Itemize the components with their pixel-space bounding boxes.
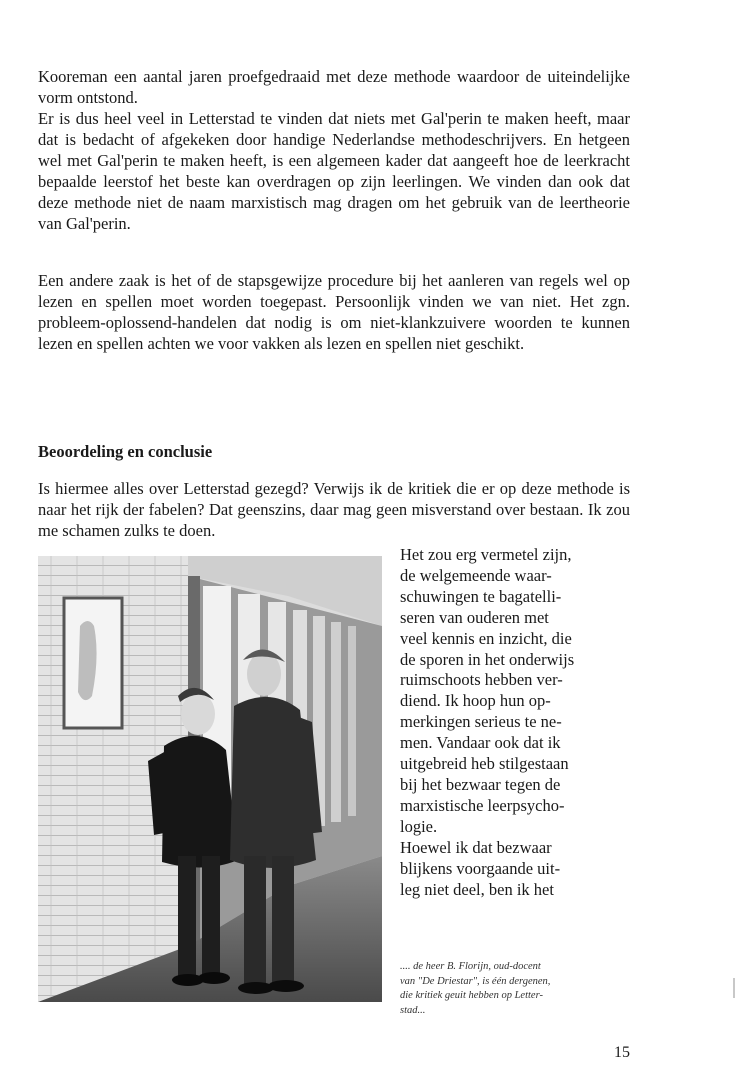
corridor-photo-illustration	[38, 556, 382, 1002]
paragraph-galperin: Er is dus heel veel in Letterstad te vinden dat niets met Gal'perin te maken heeft, maar dat is bedacht of afgekeken door handige Nederlandse methodeschrijvers. En hetgeen wel met Gal'perin te maken heeft, is een algemeen kader dat aangeeft hoe de leerkracht bepaalde leerstof het beste kan overdragen op zijn leerlingen. We vinden dan ook dat deze methode niet de naam marxistisch mag dragen om het gebruik van de leertheorie van Gal'perin.	[38, 109, 630, 233]
text-line: uitgebreid heb stilgestaan	[400, 754, 569, 774]
paragraph-intro: Kooreman een aantal jaren proefgedraaid met deze methode waardoor de uiteindelijke vorm ontstond.	[38, 67, 630, 107]
section-heading: Beoordeling en conclusie	[38, 442, 213, 461]
text-line: bij het bezwaar tegen de	[400, 774, 561, 794]
text-line: men. Vandaar ook dat ik	[400, 733, 561, 753]
text-line: marxistische leerpsycho-	[400, 795, 565, 815]
text-line: seren van ouderen met	[400, 607, 549, 627]
caption-line: stad...	[400, 1004, 426, 1016]
paragraph-conclusie: Is hiermee alles over Letterstad gezegd? Verwijs ik de kritiek die er op deze methode is naar het rijk der fabelen? Dat geenszins, daar mag geen misverstand over bestaan. Ik zou me schamen zulks te doen.	[38, 479, 630, 540]
text-line: ruimschoots hebben ver-	[400, 670, 563, 690]
page-number: 15	[614, 1044, 630, 1061]
caption-line: .... de heer B. Florijn, oud-docent	[400, 961, 541, 972]
text-line: blijkens voorgaande uit-	[400, 858, 561, 878]
caption-line: die kritiek geuit hebben op Letter-	[400, 990, 543, 1001]
paragraph-stapsgewijze: Een andere zaak is het of de stapsgewijze procedure bij het aanleren van regels wel op lezen en spellen moet worden toegepast. Persoonlijk vinden we van niet. Het zgn. probleem-oplossend-handelen dat nodig is om niet-klankzuivere woorden te kunnen lezen en spellen achten we voor vakken als lezen en spellen niet geschikt.	[38, 271, 630, 353]
wrapped-text-column	[400, 545, 630, 900]
text-line: Het zou erg vermetel zijn,	[400, 545, 572, 564]
photo-two-men-corridor	[38, 556, 382, 1002]
text-line: leg niet deel, ben ik het	[400, 879, 554, 899]
photo-caption	[400, 960, 630, 1018]
text-line: veel kennis en inzicht, die	[400, 628, 572, 648]
caption-line: van "De Driestar", is één dergenen,	[400, 975, 551, 987]
text-line: logie.	[400, 816, 438, 836]
text-line: de welgemeende waar-	[400, 565, 552, 585]
text-line: Hoewel ik dat bezwaar	[400, 837, 552, 857]
text-line: diend. Ik hoop hun op-	[400, 691, 551, 711]
text-line: schuwingen te bagatelli-	[400, 586, 562, 606]
text-line: de sporen in het onderwijs	[400, 649, 575, 669]
text-line: merkingen serieus te ne-	[400, 712, 562, 732]
scan-edge-mark	[733, 978, 735, 998]
